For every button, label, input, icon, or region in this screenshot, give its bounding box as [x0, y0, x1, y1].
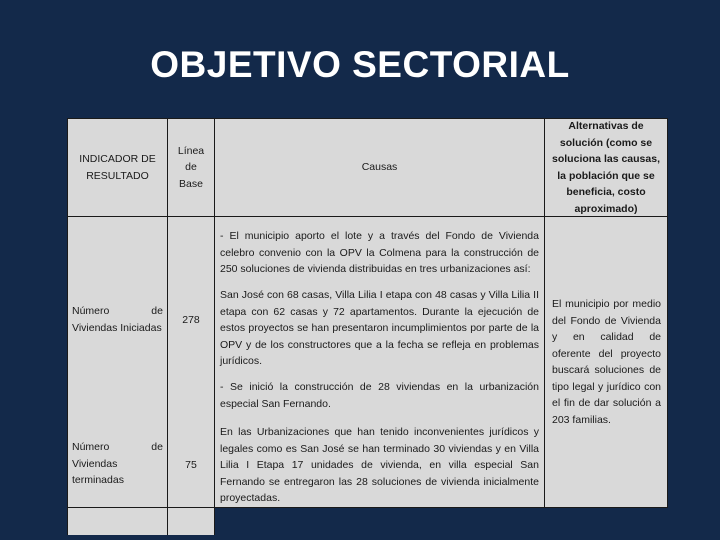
- header-linea-base: [167, 118, 215, 217]
- header-alternativas: [544, 118, 668, 217]
- header-causas: [214, 118, 545, 217]
- causa-paragraph-2: San José con 68 casas, Villa Lilia I etapa con 48 casas y Villa Lilia II etapa con 62 casas y 72 apartamentos. Durante la ejecución de estos proyectos se han presentaron incumplimientos por parte de la OPV y de los constructores que a la fecha se refleja en problemas jurídicos.: [220, 289, 539, 367]
- alternativas-cell: [544, 216, 668, 508]
- slide-title: OBJETIVO SECTORIAL: [150, 44, 570, 85]
- header-indicador: [67, 118, 168, 217]
- row-indicador-terminadas: [67, 428, 168, 508]
- header-causas-text: Causas: [361, 161, 398, 174]
- row-linea-base-terminadas: [167, 428, 215, 508]
- header-indicador-text: INDICADOR DE RESULTADO: [79, 153, 156, 182]
- causa-paragraph-4: En las Urbanizaciones que han tenido inconvenientes jurídicos y legales como es San José se han terminado 30 viviendas y en Villa Lilia I Etapa 17 unidades de vivienda, en villa especial San Fernando se entregaron las 28 soluciones de vivienda inicialmente proyectadas.: [220, 426, 539, 504]
- causa-paragraph-3: - Se inició la construcción de 28 viviendas en la urbanización especial San Fernando.: [220, 381, 539, 410]
- header-linea-base-text: Línea de Base: [177, 144, 205, 190]
- objective-table: [67, 118, 668, 508]
- indicador-terminadas-text: Número de Viviendas terminadas: [72, 441, 163, 486]
- causa-paragraph-1: - El municipio aporto el lote y a través del Fondo de Vivienda celebro convenio con la OPV la Colmena para la construcción de 250 soluciones de vivienda distribuidas en tres urbanizaciones así:: [220, 230, 539, 275]
- header-alternativas-text: Alternativas de solución (como se soluciona las causas, la población que se beneficia, costo aproximado): [552, 120, 660, 215]
- indicador-iniciadas-text: Número de Viviendas Iniciadas: [72, 305, 163, 334]
- linea-base-terminadas-value: 75: [185, 459, 197, 471]
- causas-cell: [214, 216, 545, 508]
- alternativas-text: El municipio por medio del Fondo de Vivienda y en calidad de oferente del proyecto buscará soluciones de tipo legal y jurídico con el fin de dar solución a 203 familias.: [552, 298, 661, 426]
- linea-base-iniciadas-value: 278: [182, 314, 200, 326]
